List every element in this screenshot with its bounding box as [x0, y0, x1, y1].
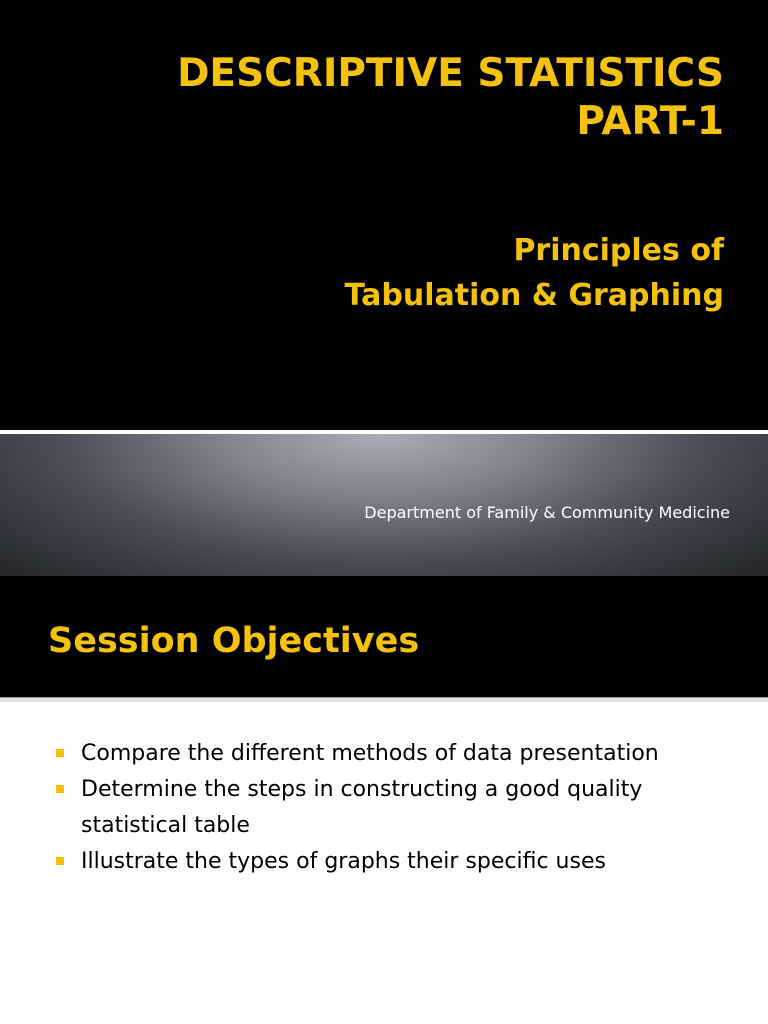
- objectives-list: [56, 736, 746, 880]
- slide-title: [24, 50, 724, 146]
- square-bullet-icon: [56, 749, 64, 757]
- department-label: Department of Family & Community Medicine: [364, 503, 730, 522]
- list-item-text: Illustrate the types of graphs their specific uses: [81, 849, 606, 874]
- slide-subtitle: [24, 228, 724, 318]
- list-item: [56, 844, 746, 880]
- list-item: [56, 772, 746, 844]
- slide-title-line-1: DESCRIPTIVE STATISTICS: [177, 51, 724, 96]
- slide-header: [0, 576, 768, 697]
- list-item-text: Determine the steps in constructing a good quality statistical table: [81, 777, 643, 838]
- slide-subtitle-line-1: Principles of: [513, 233, 724, 268]
- header-divider: [0, 697, 768, 702]
- square-bullet-icon: [56, 857, 64, 865]
- objectives-slide: [0, 576, 768, 1024]
- slide-subtitle-line-2: Tabulation & Graphing: [344, 278, 724, 313]
- list-item-text: Compare the different methods of data presentation: [81, 741, 659, 766]
- objectives-title: Session Objectives: [48, 621, 420, 661]
- slide-title-line-2: PART-1: [576, 99, 724, 144]
- list-item: [56, 736, 746, 772]
- square-bullet-icon: [56, 785, 64, 793]
